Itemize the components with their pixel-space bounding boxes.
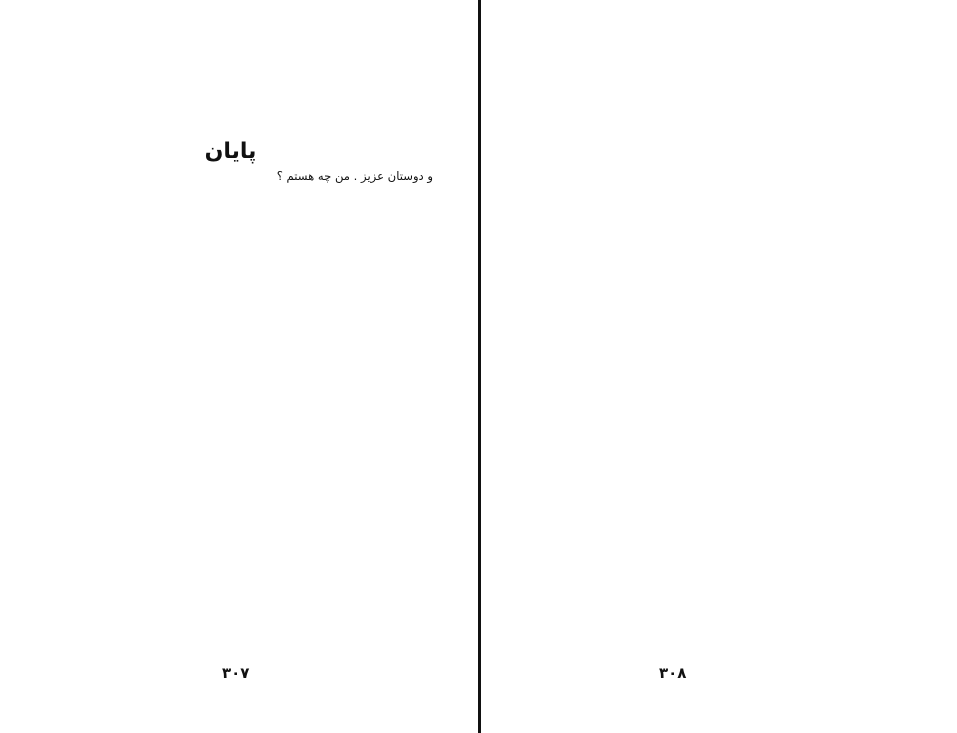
text-line [539,170,937,187]
text-line [539,286,937,303]
text-line [539,302,937,319]
text-line [28,483,433,500]
text-line [28,467,433,484]
text-line [539,501,937,518]
text-line [539,319,937,336]
text-line [28,317,433,334]
text-line [539,369,937,386]
text-line: و دوستان عزیز . من چه هستم ؟ [276,169,433,183]
text-line [539,568,937,585]
text-line [28,566,433,583]
text-line [539,269,937,286]
text-line [539,136,937,153]
text-line [28,400,433,417]
right-page [481,0,957,733]
text-line [28,251,433,268]
text-line [539,219,937,236]
text-line [539,236,937,253]
text-line [28,450,433,467]
text-line [28,616,433,633]
text-line [539,452,937,469]
text-line [539,87,937,104]
text-line [28,533,433,550]
text-line [539,153,937,170]
text-line [539,385,937,402]
text-line [539,103,937,120]
text-line [539,402,937,419]
text-line [28,284,433,301]
text-line [539,435,937,452]
text-line [539,551,937,568]
text-line [28,583,433,600]
text-line [539,468,937,485]
text-line [539,70,937,87]
text-line [539,601,937,618]
text-line [28,301,433,318]
text-line [539,518,937,535]
text-line [28,268,433,285]
text-line [539,120,937,137]
text-line [28,633,433,650]
text-line [28,185,433,202]
text-line [28,218,433,235]
text-line [28,351,433,368]
text-line [539,203,937,220]
text-line [28,234,433,251]
text-line [28,334,433,351]
page-number: ۳۰۸ [659,664,687,682]
text-line [539,336,937,353]
text-line [539,634,937,651]
text-line [539,584,937,601]
text-line [539,352,937,369]
text-line [28,434,433,451]
text-line [28,599,433,616]
page-number: ۳۰۷ [222,664,250,682]
text-line [28,201,433,218]
text-line [539,535,937,552]
text-line [28,550,433,567]
text-line [539,651,937,668]
left-page-text [28,168,433,682]
text-line [28,500,433,517]
text-line [539,485,937,502]
text-line [539,618,937,635]
text-line [539,186,937,203]
text-line [28,516,433,533]
right-page-text [539,70,937,667]
text-line [539,418,937,435]
chapter-heading: پایان [204,139,257,164]
text-line [28,417,433,434]
text-line [539,253,937,270]
text-line [28,367,433,384]
left-page [0,0,478,733]
text-line [28,384,433,401]
